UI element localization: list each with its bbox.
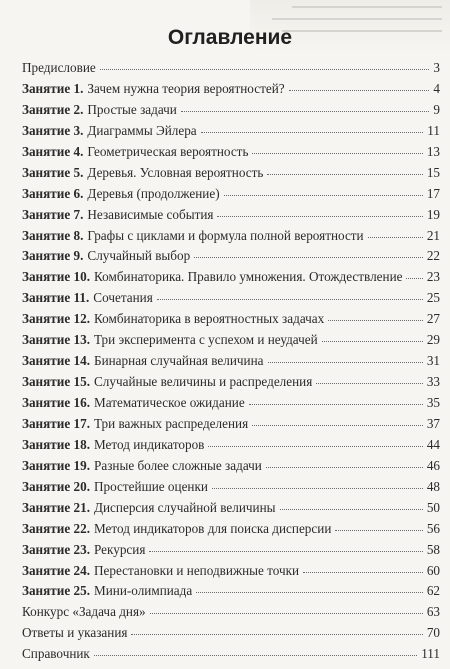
dot-leader (316, 383, 423, 384)
dot-leader (268, 362, 423, 363)
toc-entry-title: Метод индикаторов для поиска дисперсии (94, 520, 332, 536)
dot-leader (181, 111, 430, 112)
toc-entry-title: Дисперсия случайной величины (94, 499, 276, 515)
toc-entry-title: Графы с циклами и формула полной вероятности (87, 227, 364, 243)
toc-entry (22, 623, 440, 644)
toc-entry (22, 602, 440, 623)
toc-entry-page: 23 (426, 269, 440, 285)
toc-entry-title: Случайные величины и распределения (94, 374, 313, 390)
toc-entry-page: 3 (433, 60, 440, 75)
toc-entry (22, 288, 440, 309)
toc-entry-label: Занятие 7. (22, 206, 84, 222)
dot-leader (368, 237, 423, 238)
toc-entry-label: Занятие 10. (22, 269, 90, 285)
dot-leader (149, 551, 422, 552)
dot-leader (100, 69, 430, 70)
toc-entry-title: Зачем нужна теория вероятностей? (87, 80, 285, 96)
toc-entry-page: 48 (426, 478, 440, 494)
toc-entry-title: Перестановки и неподвижные точки (94, 562, 300, 578)
toc-entry-title: Простейшие оценки (94, 478, 208, 494)
toc-entry (22, 163, 440, 184)
toc-entry-page: 56 (426, 520, 440, 536)
toc-entry-page: 44 (426, 436, 440, 452)
toc-entry-page: 46 (426, 457, 440, 473)
dot-leader (157, 299, 423, 300)
toc-entry (22, 393, 440, 414)
toc-list (22, 58, 440, 665)
toc-entry (22, 372, 440, 393)
toc-entry-page: 31 (426, 353, 440, 369)
toc-entry-label: Занятие 22. (22, 520, 90, 536)
toc-entry (22, 121, 440, 142)
toc-entry-title: Математическое ожидание (94, 395, 245, 410)
toc-entry-title: Комбинаторика в вероятностных задачах (94, 311, 325, 327)
toc-entry-title: Независимые события (87, 206, 214, 222)
toc-entry-label: Занятие 21. (22, 499, 90, 515)
toc-entry-title: Конкурс «Задача дня» (22, 604, 146, 620)
toc-entry-title: Комбинаторика. Правило умножения. Отождествление (94, 269, 403, 285)
toc-entry-label: Занятие 4. (22, 143, 84, 159)
toc-entry-page: 37 (426, 415, 440, 431)
dot-leader (335, 530, 422, 531)
dot-leader (289, 90, 430, 91)
dot-leader (303, 572, 423, 573)
toc-entry-label: Занятие 18. (22, 436, 90, 452)
toc-entry (22, 435, 440, 456)
toc-entry (22, 267, 440, 288)
toc-entry (22, 561, 440, 582)
toc-entry-title: Мини-олимпиада (94, 583, 193, 599)
toc-entry-label: Занятие 24. (22, 562, 90, 578)
toc-entry (22, 226, 440, 247)
toc-entry-page: 27 (426, 311, 440, 327)
dot-leader (328, 320, 423, 321)
toc-entry-title: Сочетания (93, 290, 153, 306)
dot-leader (252, 425, 423, 426)
toc-entry-title: Три эксперимента с успехом и неудачей (94, 332, 318, 348)
toc-entry-label: Занятие 19. (22, 457, 90, 473)
toc-entry (22, 58, 440, 79)
dot-leader (224, 195, 423, 196)
toc-entry (22, 581, 440, 602)
toc-entry-label: Занятие 9. (22, 248, 84, 264)
toc-entry-label: Занятие 13. (22, 332, 90, 348)
dot-leader (208, 446, 422, 447)
dot-leader (196, 592, 423, 593)
toc-entry-label: Занятие 5. (22, 164, 84, 180)
page-title: Оглавление (167, 26, 293, 49)
toc-entry-label: Занятие 8. (22, 227, 84, 243)
toc-page (18, 0, 442, 669)
toc-entry-page: 33 (426, 374, 440, 390)
toc-entry-label: Занятие 1. (22, 80, 84, 96)
toc-entry-page: 60 (426, 562, 440, 578)
dot-leader (322, 341, 423, 342)
toc-entry-label: Занятие 23. (22, 541, 90, 557)
toc-entry-page: 13 (426, 143, 440, 159)
dot-leader (252, 153, 422, 154)
toc-entry-page: 22 (426, 248, 440, 264)
toc-entry-page: 11 (427, 122, 440, 138)
toc-entry (22, 79, 440, 100)
toc-entry-title: Справочник (22, 646, 90, 662)
toc-entry-label: Занятие 16. (22, 395, 90, 410)
toc-entry-label: Занятие 2. (22, 101, 84, 117)
dot-leader (217, 216, 422, 217)
dot-leader (150, 613, 423, 614)
toc-entry-title: Разные более сложные задачи (94, 457, 262, 473)
toc-entry-title: Бинарная случайная величина (94, 353, 264, 369)
toc-entry-page: 19 (426, 206, 440, 222)
toc-entry-page: 70 (426, 625, 440, 641)
toc-entry-title: Предисловие (22, 60, 96, 75)
toc-entry-label: Занятие 25. (22, 583, 90, 599)
dot-leader (131, 634, 422, 635)
toc-entry (22, 246, 440, 267)
toc-entry-title: Метод индикаторов (94, 436, 205, 452)
dot-leader (194, 257, 423, 258)
toc-entry-title: Случайный выбор (87, 248, 191, 264)
dot-leader (406, 278, 422, 279)
toc-entry-label: Занятие 6. (22, 185, 84, 201)
dot-leader (266, 467, 423, 468)
toc-entry-label: Занятие 17. (22, 415, 90, 431)
toc-entry (22, 498, 440, 519)
dot-leader (201, 132, 424, 133)
toc-entry-page: 111 (421, 646, 440, 662)
toc-entry (22, 330, 440, 351)
toc-entry-page: 58 (426, 541, 440, 557)
toc-entry (22, 456, 440, 477)
toc-entry-page: 62 (426, 583, 440, 599)
toc-entry-page: 25 (426, 290, 440, 306)
dot-leader (94, 655, 417, 656)
toc-entry-label: Занятие 3. (22, 122, 84, 138)
toc-entry (22, 351, 440, 372)
toc-entry (22, 309, 440, 330)
toc-entry-page: 17 (426, 185, 440, 201)
toc-entry-title: Диаграммы Эйлера (87, 122, 197, 138)
toc-entry (22, 519, 440, 540)
toc-entry-label: Занятие 15. (22, 374, 90, 390)
toc-entry (22, 540, 440, 561)
toc-entry-page: 35 (426, 395, 440, 410)
toc-entry (22, 100, 440, 121)
toc-entry (22, 184, 440, 205)
toc-entry-page: 29 (426, 332, 440, 348)
dot-leader (280, 509, 423, 510)
toc-entry (22, 142, 440, 163)
toc-entry-label: Занятие 14. (22, 353, 90, 369)
dot-leader (249, 404, 423, 405)
toc-entry (22, 477, 440, 498)
dot-leader (267, 174, 422, 175)
toc-entry-page: 15 (426, 164, 440, 180)
toc-entry-page: 4 (433, 80, 440, 96)
toc-entry-title: Простые задачи (87, 101, 177, 117)
toc-entry (22, 414, 440, 435)
toc-entry-page: 9 (433, 101, 440, 117)
toc-entry-label: Занятие 20. (22, 478, 90, 494)
toc-entry-title: Рекурсия (94, 541, 146, 557)
toc-entry (22, 644, 440, 665)
toc-entry-title: Деревья (продолжение) (87, 185, 220, 201)
toc-entry-page: 50 (426, 499, 440, 515)
toc-entry-title: Геометрическая вероятность (87, 143, 249, 159)
toc-entry-title: Деревья. Условная вероятность (87, 164, 264, 180)
toc-entry-title: Ответы и указания (22, 625, 128, 641)
toc-entry-page: 63 (426, 604, 440, 620)
toc-entry-label: Занятие 11. (22, 290, 90, 306)
toc-entry-label: Занятие 12. (22, 311, 90, 327)
dot-leader (212, 488, 423, 489)
toc-entry-page: 21 (426, 227, 440, 243)
toc-entry (22, 205, 440, 226)
toc-entry-title: Три важных распределения (94, 415, 249, 431)
